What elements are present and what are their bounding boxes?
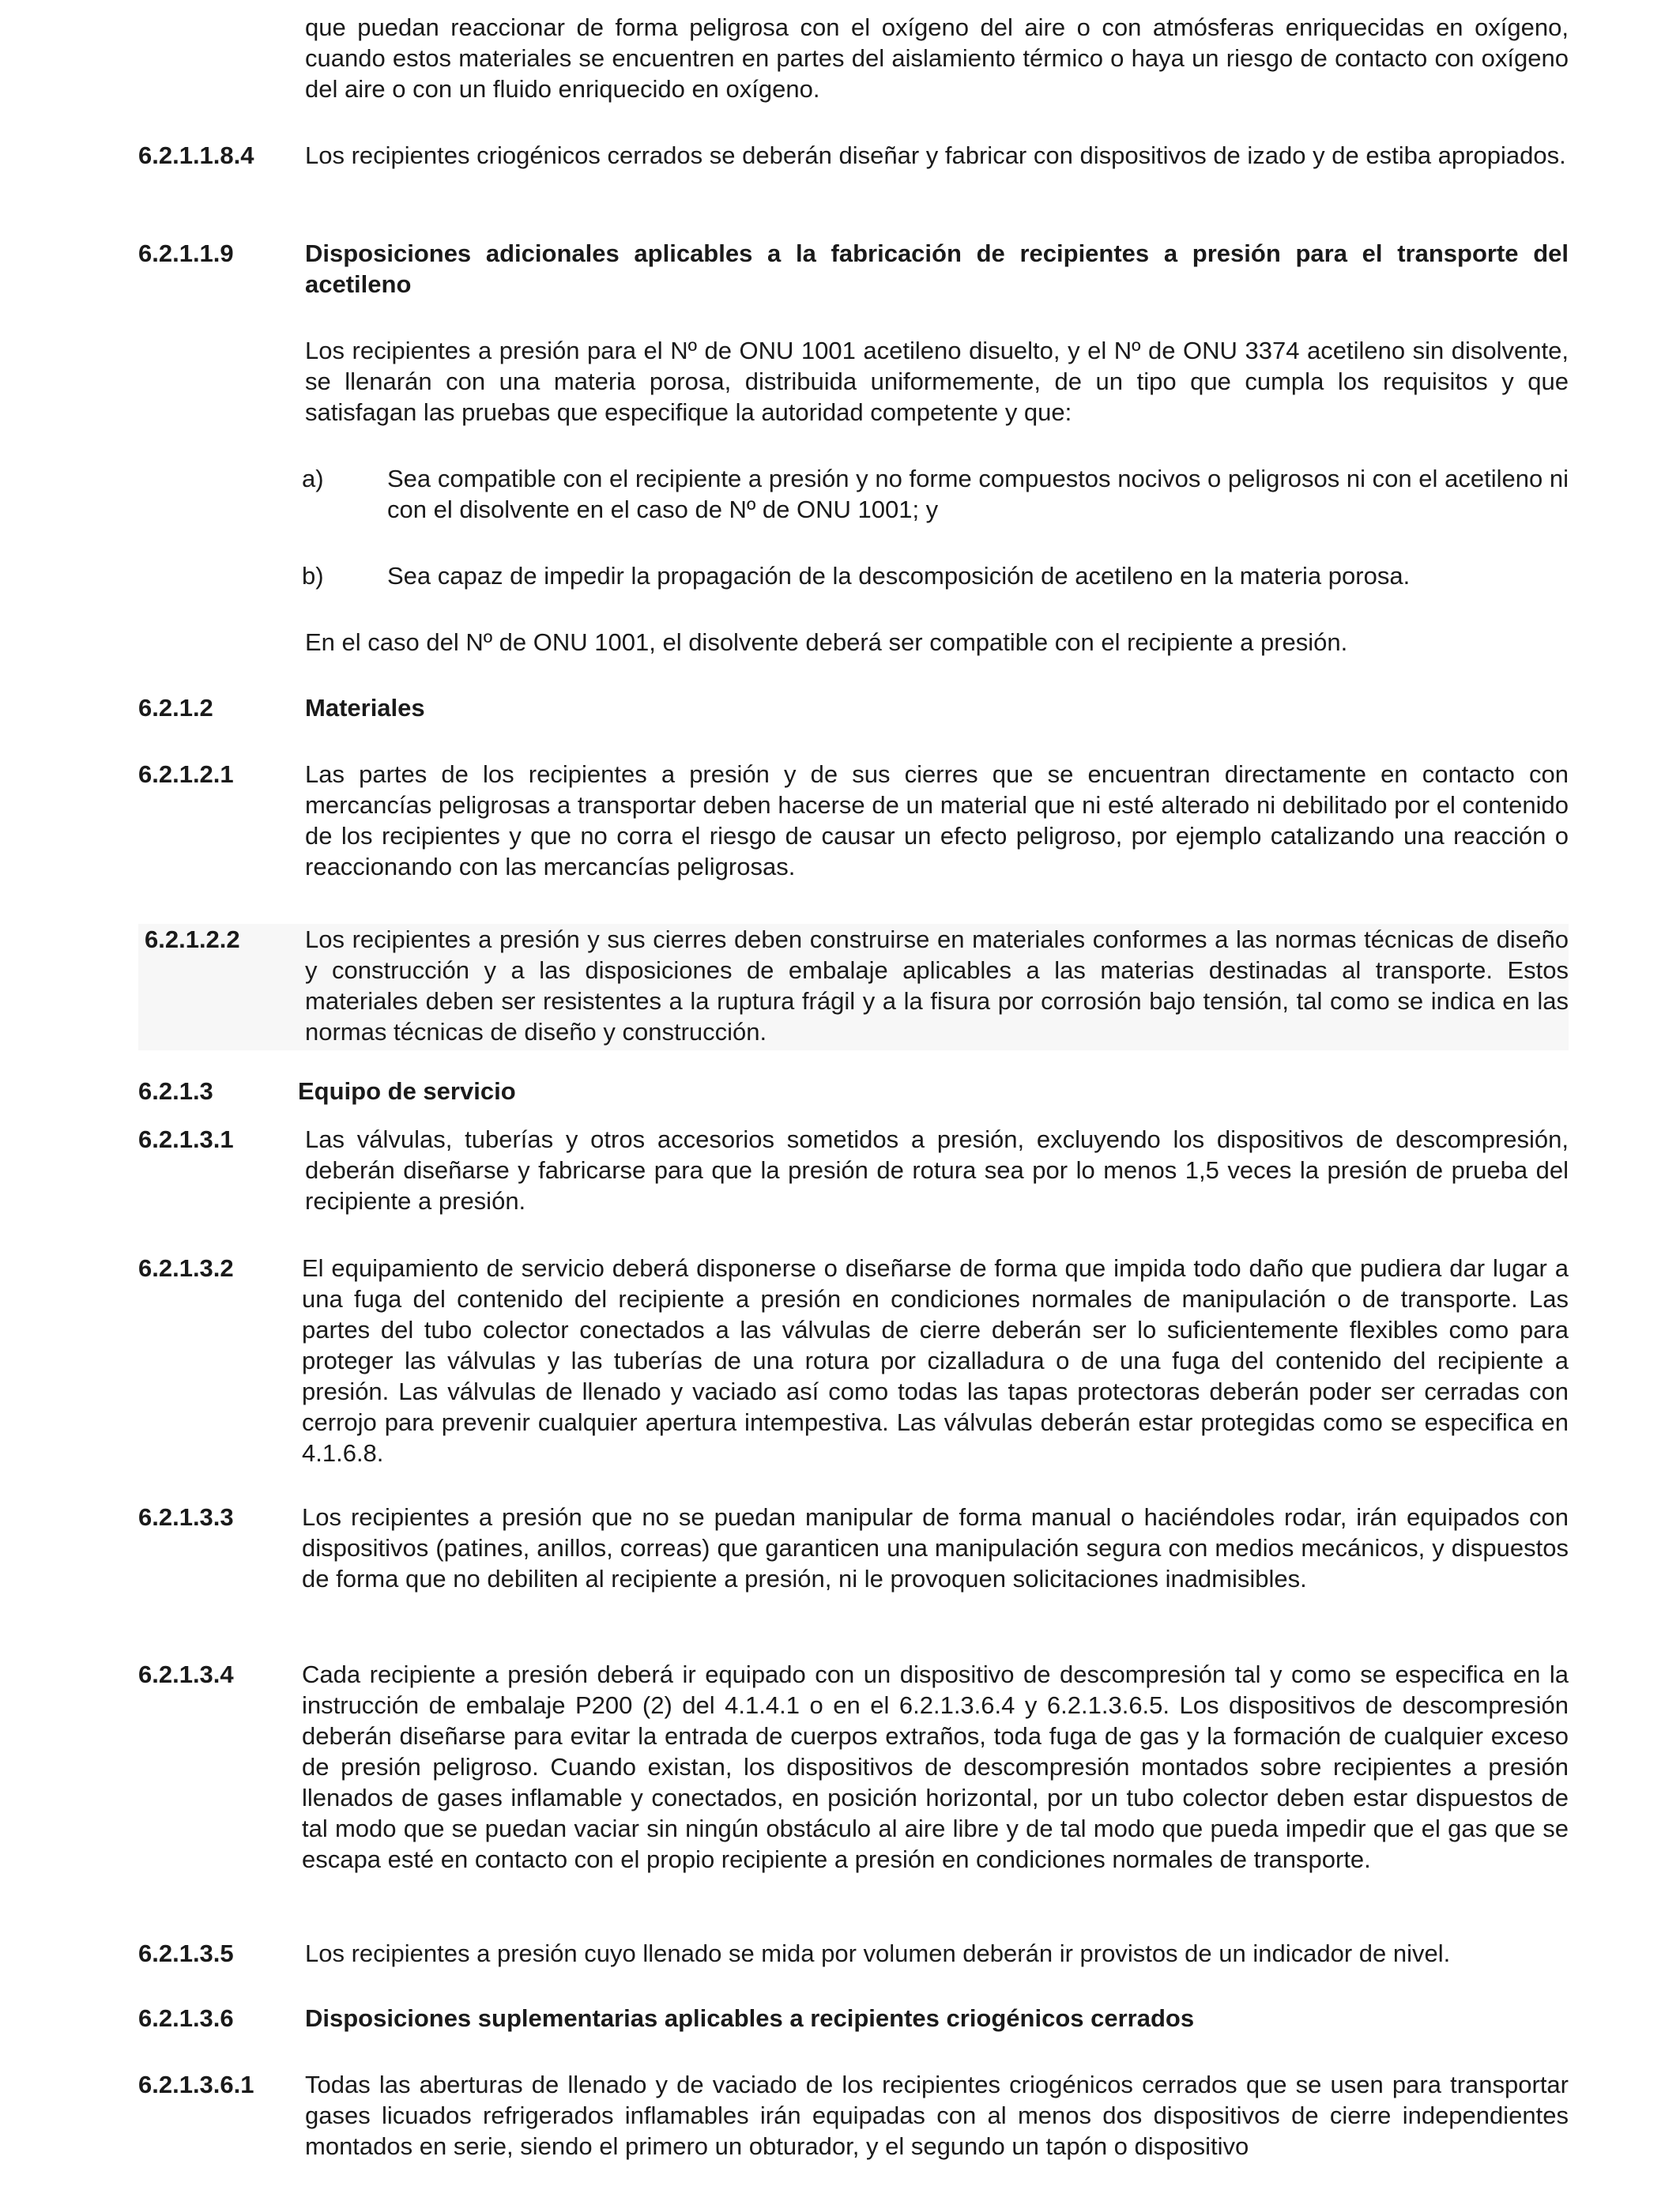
section-6-2-1-3-2 bbox=[138, 1253, 1569, 1468]
paragraph-text: Los recipientes a presión que no se puedan manipular de forma manual o haciéndoles rodar, irán equipados con dispositivos (patines, anillos, correas) que garanticen una manipulación segura con medios mecánicos, y dispuestos de forma que no debiliten al recipiente a presión, ni le provoquen solicitaciones inadmisibles. bbox=[302, 1503, 1569, 1593]
section-number: 6.2.1.3.2 bbox=[138, 1254, 234, 1282]
paragraph-text: que puedan reaccionar de forma peligrosa con el oxígeno del aire o con atmósferas enriquecidas en oxígeno, cuando estos materiales se encuentren en partes del aislamiento térmico o haya un riesgo de contacto con oxígeno del aire o con un fluido enriquecido en oxígeno. bbox=[305, 13, 1569, 103]
section-number: 6.2.1.1.9 bbox=[138, 239, 234, 267]
section-6-2-1-3-3 bbox=[138, 1502, 1569, 1594]
section-title: Materiales bbox=[305, 694, 425, 722]
section-6-2-1-2-1 bbox=[138, 759, 1569, 882]
section-6-2-1-3-1 bbox=[138, 1124, 1569, 1216]
section-6-2-1-3 bbox=[138, 1076, 1569, 1106]
paragraph-text: Los recipientes a presión para el Nº de ONU 1001 acetileno disuelto, y el Nº de ONU 3374 acetileno sin disolvente, se llenarán con una materia porosa, distribuida uniformemente, de un tipo que cumpla los requisitos y que satisfagan las pruebas que especifique la autoridad competente y que: bbox=[305, 337, 1569, 426]
list-item-text: Sea capaz de impedir la propagación de la descomposición de acetileno en la materia porosa. bbox=[387, 562, 1411, 590]
section-6-2-1-3-5 bbox=[138, 1938, 1569, 1969]
section-number: 6.2.1.3.3 bbox=[138, 1503, 234, 1531]
section-number: 6.2.1.2.1 bbox=[138, 760, 234, 788]
paragraph-text: Todas las aberturas de llenado y de vaciado de los recipientes criogénicos cerrados que se usen para transportar gases licuados refrigerados inflamables irán equipadas con al menos dos dispositivos de cierre independientes montados en serie, siendo el primero un obturador, y el segundo un tapón o dispositivo bbox=[305, 2071, 1569, 2160]
section-6-2-1-2 bbox=[138, 692, 1569, 723]
section-6-2-1-1-8-4 bbox=[138, 140, 1569, 171]
list-marker: a) bbox=[302, 465, 324, 492]
section-6-2-1-3-6 bbox=[138, 2003, 1569, 2034]
paragraph-text: En el caso del Nº de ONU 1001, el disolvente deberá ser compatible con el recipiente a presión. bbox=[305, 628, 1348, 656]
list-item-b bbox=[302, 560, 1569, 591]
section-number: 6.2.1.3.4 bbox=[138, 1661, 234, 1688]
section-number: 6.2.1.2 bbox=[138, 694, 213, 722]
section-number: 6.2.1.3 bbox=[138, 1077, 213, 1105]
section-number: 6.2.1.3.1 bbox=[138, 1125, 234, 1153]
paragraph-text: Cada recipiente a presión deberá ir equipado con un dispositivo de descompresión tal y como se especifica en la instrucción de embalaje P200 (2) del 4.1.4.1 o en el 6.2.1.3.6.4 y 6.2.1.3.6.5. Los dispositivos de descompresión deberán diseñarse para evitar la entrada de cuerpos extraños, toda fuga de gas y la formación de cualquier exceso de presión peligroso. Cuando existan, los dispositivos de descompresión montados sobre recipientes a presión llenados de gases inflamable y conectados, en posición horizontal, por un tubo colector deben estar dispuestos de tal modo que se puedan vaciar sin ningún obstáculo al aire libre y de tal modo que pueda impedir que el gas que se escapa esté en contacto con el propio recipiente a presión en condiciones normales de transporte. bbox=[302, 1661, 1569, 1873]
list-item-a bbox=[302, 463, 1569, 525]
paragraph-text: Las partes de los recipientes a presión y de sus cierres que se encuentran directamente en contacto con mercancías peligrosas a transportar deben hacerse de un material que ni esté alterado ni debilitado por el contenido de los recipientes y que no corra el riesgo de causar un efecto peligroso, por ejemplo catalizando una reacción o reaccionando con las mercancías peligrosas. bbox=[305, 760, 1569, 880]
section-number: 6.2.1.3.6.1 bbox=[138, 2071, 254, 2098]
paragraph-text: Las válvulas, tuberías y otros accesorios sometidos a presión, excluyendo los dispositivos de descompresión, deberán diseñarse y fabricarse para que la presión de rotura sea por lo menos 1,5 veces la presión de prueba del recipiente a presión. bbox=[305, 1125, 1569, 1215]
section-6-2-1-1-9 bbox=[138, 238, 1569, 658]
section-title: Disposiciones suplementarias aplicables a recipientes criogénicos cerrados bbox=[305, 2004, 1195, 2032]
paragraph-text: Los recipientes a presión y sus cierres deben construirse en materiales conformes a las normas técnicas de diseño y construcción y a las disposiciones de embalaje aplicables a las materias destinadas al transporte. Estos materiales deben ser resistentes a la ruptura frágil y a la fisura por corrosión bajo tensión, tal como se indica en las normas técnicas de diseño y construcción. bbox=[305, 925, 1569, 1046]
paragraph-text: Los recipientes a presión cuyo llenado se mida por volumen deberán ir provistos de un indicador de nivel. bbox=[305, 1940, 1451, 1967]
list-item-text: Sea compatible con el recipiente a presión y no forme compuestos nocivos o peligrosos ni con el acetileno ni con el disolvente en el caso de Nº de ONU 1001; y bbox=[387, 465, 1569, 523]
section-number: 6.2.1.3.5 bbox=[138, 1940, 234, 1967]
section-6-2-1-3-4 bbox=[138, 1659, 1569, 1875]
paragraph-text: El equipamiento de servicio deberá disponerse o diseñarse de forma que impida todo daño que pudiera dar lugar a una fuga del contenido del recipiente a presión en condiciones normales de manipulación o de transporte. Las partes del tubo colector conectados a las válvulas de cierre deberán ser lo suficientemente flexibles como para proteger las válvulas y las tuberías de una rotura por cizalladura o de una fuga del contenido del recipiente a presión. Las válvulas de llenado y vaciado así como todas las tapas protectoras deberán poder ser cerradas con cerrojo para prevenir cualquier apertura intempestiva. Las válvulas deberán estar protegidas como se especifica en 4.1.6.8. bbox=[302, 1254, 1569, 1467]
section-number: 6.2.1.3.6 bbox=[138, 2004, 234, 2032]
section-6-2-1-2-2 bbox=[138, 924, 1569, 1050]
section-title: Equipo de servicio bbox=[298, 1077, 516, 1105]
section-number: 6.2.1.2.2 bbox=[145, 925, 240, 953]
paragraph-text: Los recipientes criogénicos cerrados se deberán diseñar y fabricar con dispositivos de izado y de estiba apropiados. bbox=[305, 141, 1566, 169]
section-number: 6.2.1.1.8.4 bbox=[138, 141, 254, 169]
section-title: Disposiciones adicionales aplicables a la fabricación de recipientes a presión para el transporte del acetileno bbox=[305, 239, 1569, 298]
section-6-2-1-3-6-1 bbox=[138, 2069, 1569, 2162]
list-marker: b) bbox=[302, 562, 324, 590]
continuation-paragraph bbox=[138, 12, 1569, 104]
